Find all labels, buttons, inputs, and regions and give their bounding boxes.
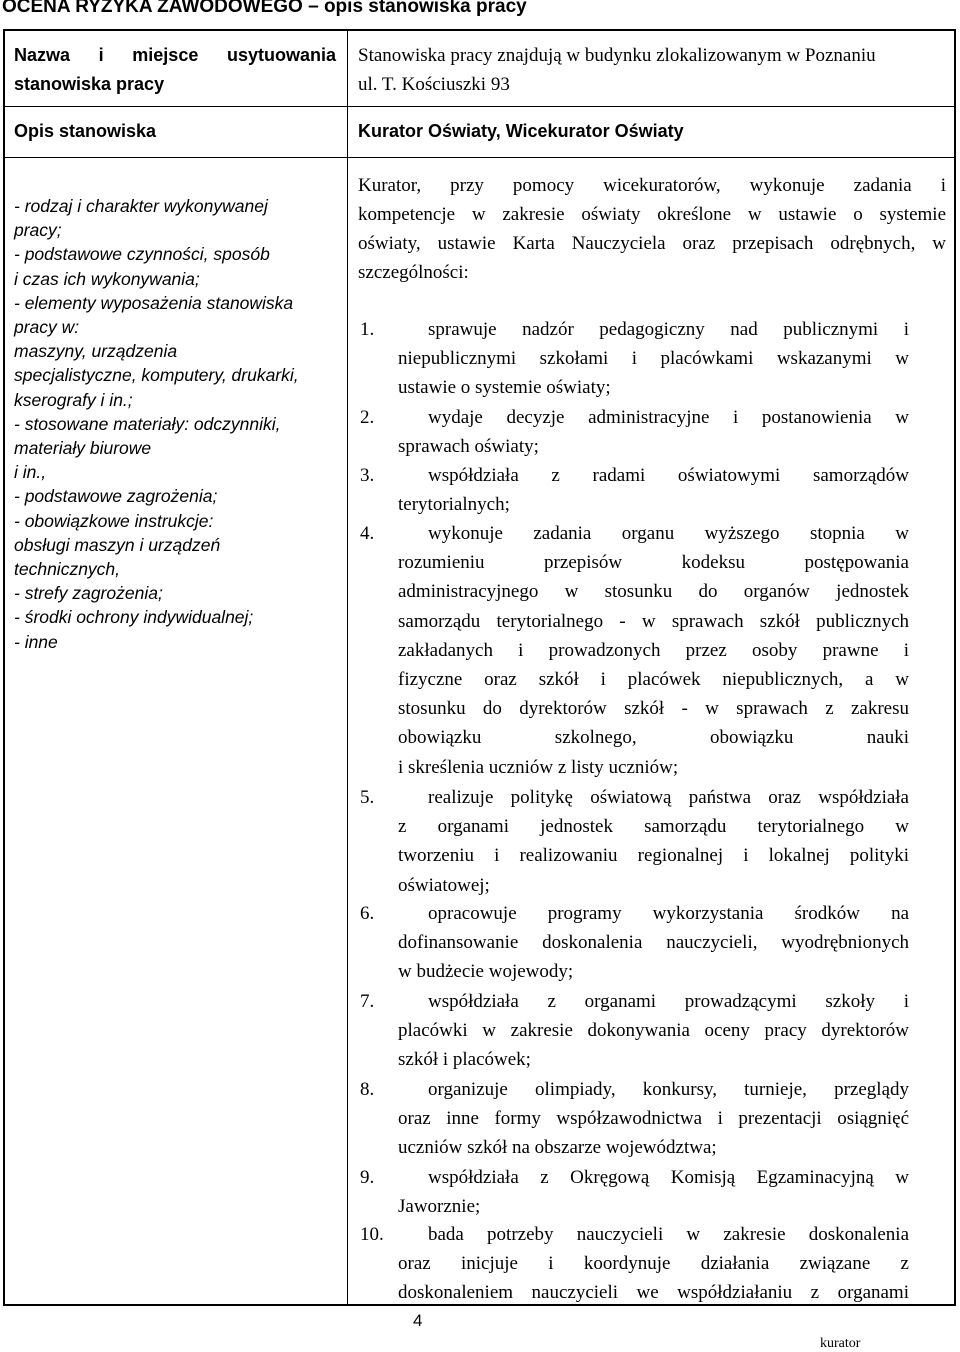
criteria-line: maszyny, urządzenia [14, 341, 178, 362]
position-names: Kurator Oświaty, Wicekurator Oświaty [358, 121, 684, 141]
duty-line: współdziała z Okręgową Komisją Egzaminacyjną w [428, 1167, 909, 1188]
duty-line: uczniów szkół na obszarze województwa; [398, 1137, 717, 1159]
criteria-line: materiały biurowe [14, 438, 152, 459]
table-border-right [954, 29, 956, 1306]
criteria-line: technicznych, [14, 559, 121, 580]
footer-note: kurator [820, 1336, 861, 1351]
location-label-line: stanowiska pracy [14, 74, 165, 94]
duty-text [398, 461, 909, 519]
criteria-line: - inne [14, 631, 58, 652]
duty-text [398, 1163, 909, 1221]
duty-number: 6. [360, 903, 375, 924]
duty-number: 10. [360, 1224, 384, 1245]
description-label: Opis stanowiska [14, 121, 157, 141]
duty-text [398, 899, 909, 987]
criteria-line: - podstawowe zagrożenia; [14, 486, 218, 507]
duty-number: 5. [360, 787, 375, 808]
criteria-line: pracy; [14, 220, 62, 241]
criteria-line: i czas ich wykonywania; [14, 268, 200, 289]
table-row-divider-1 [3, 106, 956, 107]
page-title: OCENA RYZYKA ZAWODOWEGO – opis stanowiska pracy [2, 0, 527, 17]
intro-line: Kurator, przy pomocy wicekuratorów, wykonuje zadania i [358, 175, 946, 196]
duty-text [398, 987, 909, 1075]
duty-line: opracowuje programy wykorzystania środków na [428, 903, 909, 924]
duty-line: sprawuje nadzór pedagogiczny nad publicznymi i [428, 319, 909, 340]
duty-line: realizuje politykę oświatową państwa oraz współdziała [428, 787, 909, 808]
duty-line: sprawach oświaty; [398, 436, 539, 458]
duty-line: współdziała z organami prowadzącymi szkoły i [428, 991, 909, 1012]
location-value [358, 41, 950, 99]
page-number: 4 [413, 1311, 423, 1330]
duty-text [398, 315, 909, 403]
duty-line: placówki w zakresie dokonywania oceny pracy dyrektorów [398, 1020, 909, 1042]
criteria-line: - środki ochrony indywidualnej; [14, 607, 254, 628]
description-criteria-list [14, 194, 340, 654]
duty-line: wydaje decyzje administracyjne i postanowienia w [428, 407, 909, 428]
duty-line: bada potrzeby nauczycieli w zakresie doskonalenia [428, 1224, 909, 1245]
duty-line: Jaworznie; [398, 1196, 481, 1218]
duty-line: oświatowej; [398, 874, 490, 896]
criteria-line: specjalistyczne, komputery, drukarki, [14, 365, 299, 386]
location-label-line: Nazwa i miejsce usytuowania [14, 45, 336, 65]
duty-line: obowiązku szkolnego, obowiązku nauki [398, 727, 909, 749]
intro-line: szczególności: [358, 262, 469, 283]
duty-text [398, 1220, 909, 1308]
duty-number: 3. [360, 465, 375, 486]
duty-line: niepublicznymi szkołami i placówkami wskazanymi w [398, 348, 909, 370]
intro-line: oświaty, ustawie Karta Nauczyciela oraz przepisach odrębnych, w [358, 233, 946, 254]
duty-line: wykonuje zadania organu wyższego stopnia w [428, 523, 909, 544]
table-row-divider-2 [3, 157, 956, 158]
duty-line: oraz inne formy współzawodnictwa i prezentacji osiągnięć [398, 1108, 909, 1130]
duty-line: ustawie o systemie oświaty; [398, 377, 611, 399]
duty-text [398, 519, 909, 782]
table-border-top [3, 29, 956, 31]
criteria-line: - stosowane materiały: odczynniki, [14, 413, 281, 434]
criteria-line: pracy w: [14, 317, 80, 338]
criteria-line: obsługi maszyn i urządzeń [14, 534, 221, 555]
duty-line: organizuje olimpiady, konkursy, turnieje, przeglądy [428, 1079, 909, 1100]
duty-number: 8. [360, 1079, 375, 1100]
duty-line: z organami jednostek samorządu terytorialnego w [398, 816, 909, 838]
duty-number: 1. [360, 319, 375, 340]
table-border-left [3, 29, 5, 1306]
duty-line: współdziała z radami oświatowymi samorządów [428, 465, 909, 486]
criteria-line: - strefy zagrożenia; [14, 583, 163, 604]
duty-line: szkół i placówek; [398, 1049, 531, 1071]
duty-line: i skreślenia uczniów z listy uczniów; [398, 756, 679, 778]
duty-line: stosunku do dyrektorów szkół - w sprawach z zakresu [398, 698, 909, 720]
location-label [14, 41, 336, 99]
duty-line: rozumieniu przepisów kodeksu postępowania [398, 552, 909, 574]
duty-number: 9. [360, 1167, 375, 1188]
location-value-line: Stanowiska pracy znajdują w budynku zlokalizowanym w Poznaniu [358, 45, 876, 66]
criteria-line: kserografy i in.; [14, 389, 133, 410]
table-column-divider [347, 29, 348, 1306]
duty-line: fizyczne oraz szkół i placówek niepublicznych, a w [398, 669, 909, 691]
criteria-line: - obowiązkowe instrukcje: [14, 510, 214, 531]
duty-number: 4. [360, 523, 375, 544]
duty-line: w budżecie wojewody; [398, 961, 574, 983]
duty-line: zakładanych i prowadzonych przez osoby prawne i [398, 639, 909, 661]
duty-line: dofinansowanie doskonalenia nauczycieli, wyodrębnionych [398, 932, 909, 954]
criteria-line: - rodzaj i charakter wykonywanej [14, 196, 268, 216]
duty-text [398, 403, 909, 461]
intro-line: kompetencje w zakresie oświaty określone w ustawie o systemie [358, 204, 946, 225]
duty-line: samorządu terytorialnego - w sprawach szkół publicznych [398, 610, 909, 632]
duty-number: 2. [360, 407, 375, 428]
duty-number: 7. [360, 991, 375, 1012]
criteria-line: i in., [14, 462, 47, 483]
duty-line: doskonaleniem nauczycieli we współdziałaniu z organami [398, 1282, 909, 1304]
duty-text [398, 783, 909, 900]
duty-line: administracyjnego w stosunku do organów jednostek [398, 581, 909, 603]
duty-line: terytorialnych; [398, 494, 510, 516]
criteria-line: - podstawowe czynności, sposób [14, 244, 270, 265]
criteria-line: - elementy wyposażenia stanowiska [14, 292, 294, 313]
duty-text [398, 1075, 909, 1163]
duty-line: tworzeniu i realizowaniu regionalnej i lokalnej polityki [398, 845, 909, 867]
location-value-line: ul. T. Kościuszki 93 [358, 74, 510, 95]
duties-intro [358, 171, 946, 287]
duty-line: oraz inicjuje i koordynuje działania związane z [398, 1253, 909, 1275]
